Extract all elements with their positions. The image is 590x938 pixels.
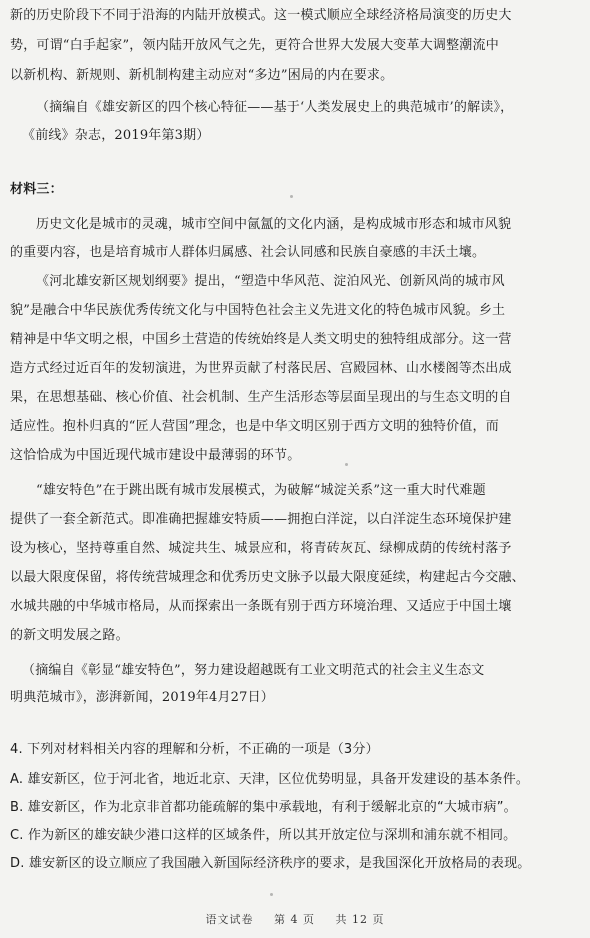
text-line: 水城共融的中华城市格局，从而探索出一条既有别于西方环境治理、又适应于中国土壤	[10, 599, 512, 614]
source-citation: （摘编自《雄安新区的四个核心特征——基于‘人类发展史上的典范城市’的解读》，	[36, 100, 514, 115]
text-line: 以最大限度保留，将传统营城理念和优秀历史文脉予以最大限度延续，构建起古今交融、	[10, 570, 525, 585]
text-line: 提供了一套全新范式。即准确把握雄安特质——拥抱白洋淀，以白洋淀生态环境保护建	[10, 512, 512, 527]
text-line: 设为核心，坚持尊重自然、城淀共生、城景应和，将青砖灰瓦、绿柳成荫的传统村落予	[10, 541, 512, 556]
source-citation: 《前线》杂志，2019年第3期）	[22, 128, 210, 143]
option-b: B. 雄安新区，作为北京非首都功能疏解的集中承载地，有利于缓解北京的“大城市病”。	[10, 800, 517, 815]
text-line: 适应性。抱朴归真的“匠人营国”理念，也是中华文明区别于西方文明的独特价值，而	[10, 419, 499, 434]
text-line: 新的历史阶段下不同于沿海的内陆开放模式。这一模式顺应全球经济格局演变的历史大	[10, 8, 512, 23]
question-stem: 4. 下列对材料相关内容的理解和分析，不正确的一项是（3分）	[10, 742, 379, 757]
scan-speck	[290, 195, 293, 198]
text-line: 造方式经过近百年的发轫演进，为世界贡献了村落民居、宫殿园林、山水楼阁等杰出成	[10, 361, 512, 376]
text-line: 的重要内容，也是培育城市人群体归属感、社会认同感和民族自豪感的丰沃土壤。	[10, 245, 486, 260]
scan-speck	[345, 463, 348, 466]
option-c: C. 作为新区的雄安缺少港口这样的区域条件，所以其开放定位与深圳和浦东就不相同。	[10, 828, 517, 843]
footer-subject: 语文试卷	[205, 913, 254, 926]
text-line: 果，在思想基础、核心价值、社会机制、生产生活形态等层面呈现出的与生态文明的自	[10, 390, 512, 405]
text-line: 这恰恰成为中国近现代城市建设中最薄弱的环节。	[10, 448, 301, 463]
text-line: 以新机构、新规则、新机制构建主动应对“多边”困局的内在要求。	[10, 68, 394, 83]
material-heading: 材料三：	[10, 182, 63, 197]
source-citation: （摘编自《彰显“雄安特色”，努力建设超越既有工业文明范式的社会主义生态文	[22, 663, 485, 678]
source-citation: 明典范城市》，澎湃新闻，2019年4月27日）	[10, 690, 274, 705]
footer-page: 第 4 页	[274, 913, 315, 926]
text-line: 貌”是融合中华民族优秀传统文化与中国特色社会主义先进文化的特色城市风貌。乡土	[10, 303, 506, 318]
text-line: 历史文化是城市的灵魂，城市空间中氤氲的文化内涵，是构成城市形态和城市风貌	[36, 217, 512, 232]
text-line: 势，可谓“白手起家”，领内陆开放风气之先，更符合世界大发展大变革大调整潮流中	[10, 38, 499, 53]
text-line: 《河北雄安新区规划纲要》提出，“塑造中华风范、淀泊风光、创新风尚的城市风	[36, 274, 505, 289]
text-line: 精神是中华文明之根，中国乡土营造的传统始终是人类文明史的独特组成部分。这一营	[10, 332, 512, 347]
option-d: D. 雄安新区的设立顺应了我国融入新国际经济秩序的要求，是我国深化开放格局的表现。	[10, 856, 531, 871]
footer-total: 共 12 页	[335, 913, 385, 926]
scan-speck	[270, 893, 273, 896]
text-line: “雄安特色”在于跳出既有城市发展模式，为破解“城淀关系”这一重大时代难题	[36, 483, 486, 498]
text-line: 的新文明发展之路。	[10, 628, 129, 643]
page-footer	[0, 911, 590, 927]
option-a: A. 雄安新区，位于河北省，地近北京、天津，区位优势明显，具备开发建设的基本条件。	[10, 772, 530, 787]
